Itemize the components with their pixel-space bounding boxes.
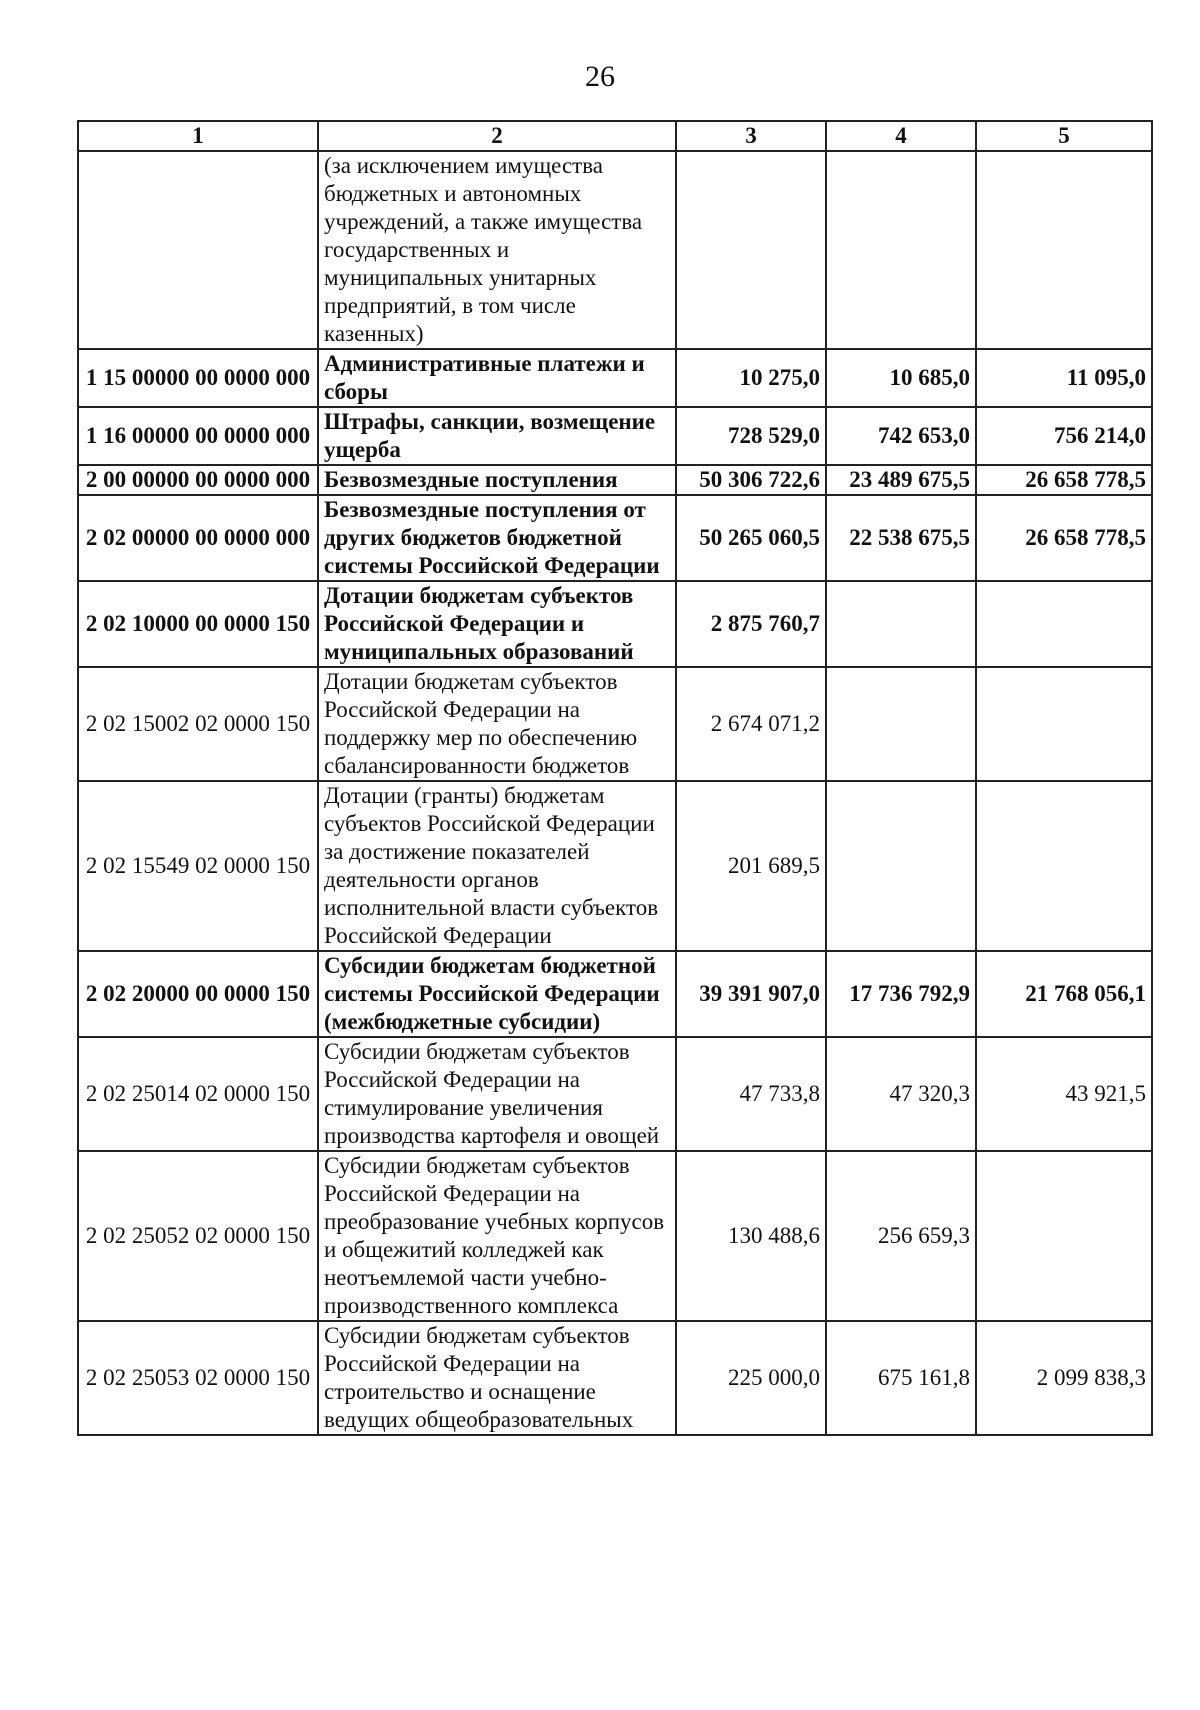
page-number: 26 [585, 60, 615, 93]
budget-name-cell: Безвозмездные поступления от других бюджетов бюджетной системы Российской Федерации [318, 495, 676, 581]
value-col4-cell [826, 581, 976, 667]
budget-name-cell: Безвозмездные поступления [318, 465, 676, 495]
value-col3-cell: 50 306 722,6 [676, 465, 826, 495]
column-header: 3 [676, 121, 826, 151]
value-col5-cell [976, 667, 1152, 781]
value-col4-cell: 17 736 792,9 [826, 951, 976, 1037]
budget-name-cell: Субсидии бюджетам субъектов Российской Федерации на преобразование учебных корпусов и общежитий колледжей как неотъемлемой части учебно-производственного комплекса [318, 1151, 676, 1321]
budget-table [77, 120, 1153, 1436]
value-col5-cell: 11 095,0 [976, 349, 1152, 407]
value-col4-cell: 256 659,3 [826, 1151, 976, 1321]
budget-code-cell: 2 02 25014 02 0000 150 [78, 1037, 318, 1151]
budget-code-cell: 2 02 20000 00 0000 150 [78, 951, 318, 1037]
column-header: 2 [318, 121, 676, 151]
value-col4-cell: 23 489 675,5 [826, 465, 976, 495]
value-col4-cell: 675 161,8 [826, 1321, 976, 1435]
budget-code-cell: 2 00 00000 00 0000 000 [78, 465, 318, 495]
budget-code-cell [78, 151, 318, 349]
value-col4-cell: 10 685,0 [826, 349, 976, 407]
value-col5-cell: 26 658 778,5 [976, 495, 1152, 581]
value-col4-cell: 22 538 675,5 [826, 495, 976, 581]
value-col4-cell [826, 781, 976, 951]
budget-code-cell: 2 02 25053 02 0000 150 [78, 1321, 318, 1435]
budget-code-cell: 1 15 00000 00 0000 000 [78, 349, 318, 407]
table-row [78, 781, 1152, 951]
value-col5-cell [976, 581, 1152, 667]
table-row [78, 465, 1152, 495]
table-row [78, 951, 1152, 1037]
table-row [78, 667, 1152, 781]
value-col3-cell: 201 689,5 [676, 781, 826, 951]
budget-code-cell: 2 02 10000 00 0000 150 [78, 581, 318, 667]
table-row [78, 1321, 1152, 1435]
value-col3-cell: 39 391 907,0 [676, 951, 826, 1037]
value-col3-cell: 2 875 760,7 [676, 581, 826, 667]
budget-code-cell: 2 02 00000 00 0000 000 [78, 495, 318, 581]
column-header: 1 [78, 121, 318, 151]
budget-code-cell: 2 02 25052 02 0000 150 [78, 1151, 318, 1321]
value-col5-cell: 43 921,5 [976, 1037, 1152, 1151]
budget-code-cell: 2 02 15002 02 0000 150 [78, 667, 318, 781]
table-row [78, 349, 1152, 407]
table-row [78, 1037, 1152, 1151]
budget-code-cell: 1 16 00000 00 0000 000 [78, 407, 318, 465]
budget-name-cell: Субсидии бюджетам бюджетной системы Российской Федерации (межбюджетные субсидии) [318, 951, 676, 1037]
value-col5-cell: 21 768 056,1 [976, 951, 1152, 1037]
table-row [78, 1151, 1152, 1321]
budget-name-cell: Штрафы, санкции, возмещение ущерба [318, 407, 676, 465]
column-header: 5 [976, 121, 1152, 151]
budget-name-cell: Субсидии бюджетам субъектов Российской Федерации на стимулирование увеличения производства картофеля и овощей [318, 1037, 676, 1151]
value-col3-cell: 225 000,0 [676, 1321, 826, 1435]
table-row [78, 407, 1152, 465]
table-row [78, 495, 1152, 581]
budget-name-cell: Административные платежи и сборы [318, 349, 676, 407]
value-col4-cell: 742 653,0 [826, 407, 976, 465]
budget-name-cell: Дотации бюджетам субъектов Российской Федерации на поддержку мер по обеспечению сбалансированности бюджетов [318, 667, 676, 781]
budget-code-cell: 2 02 15549 02 0000 150 [78, 781, 318, 951]
value-col3-cell: 47 733,8 [676, 1037, 826, 1151]
value-col5-cell: 2 099 838,3 [976, 1321, 1152, 1435]
value-col4-cell [826, 151, 976, 349]
budget-name-cell: Субсидии бюджетам субъектов Российской Федерации на строительство и оснащение ведущих общеобразовательных [318, 1321, 676, 1435]
value-col4-cell: 47 320,3 [826, 1037, 976, 1151]
value-col5-cell [976, 1151, 1152, 1321]
value-col3-cell: 10 275,0 [676, 349, 826, 407]
budget-name-cell: Дотации (гранты) бюджетам субъектов Российской Федерации за достижение показателей деятельности органов исполнительной власти субъектов Российской Федерации [318, 781, 676, 951]
value-col3-cell: 130 488,6 [676, 1151, 826, 1321]
value-col4-cell [826, 667, 976, 781]
column-header: 4 [826, 121, 976, 151]
table-row [78, 581, 1152, 667]
table-header-row [78, 121, 1152, 151]
value-col3-cell: 50 265 060,5 [676, 495, 826, 581]
budget-name-cell: Дотации бюджетам субъектов Российской Федерации и муниципальных образований [318, 581, 676, 667]
value-col5-cell: 26 658 778,5 [976, 465, 1152, 495]
budget-name-cell: (за исключением имущества бюджетных и автономных учреждений, а также имущества государственных и муниципальных унитарных предприятий, в том числе казенных) [318, 151, 676, 349]
value-col3-cell: 2 674 071,2 [676, 667, 826, 781]
value-col5-cell [976, 781, 1152, 951]
value-col3-cell: 728 529,0 [676, 407, 826, 465]
value-col3-cell [676, 151, 826, 349]
value-col5-cell: 756 214,0 [976, 407, 1152, 465]
value-col5-cell [976, 151, 1152, 349]
table-row [78, 151, 1152, 349]
